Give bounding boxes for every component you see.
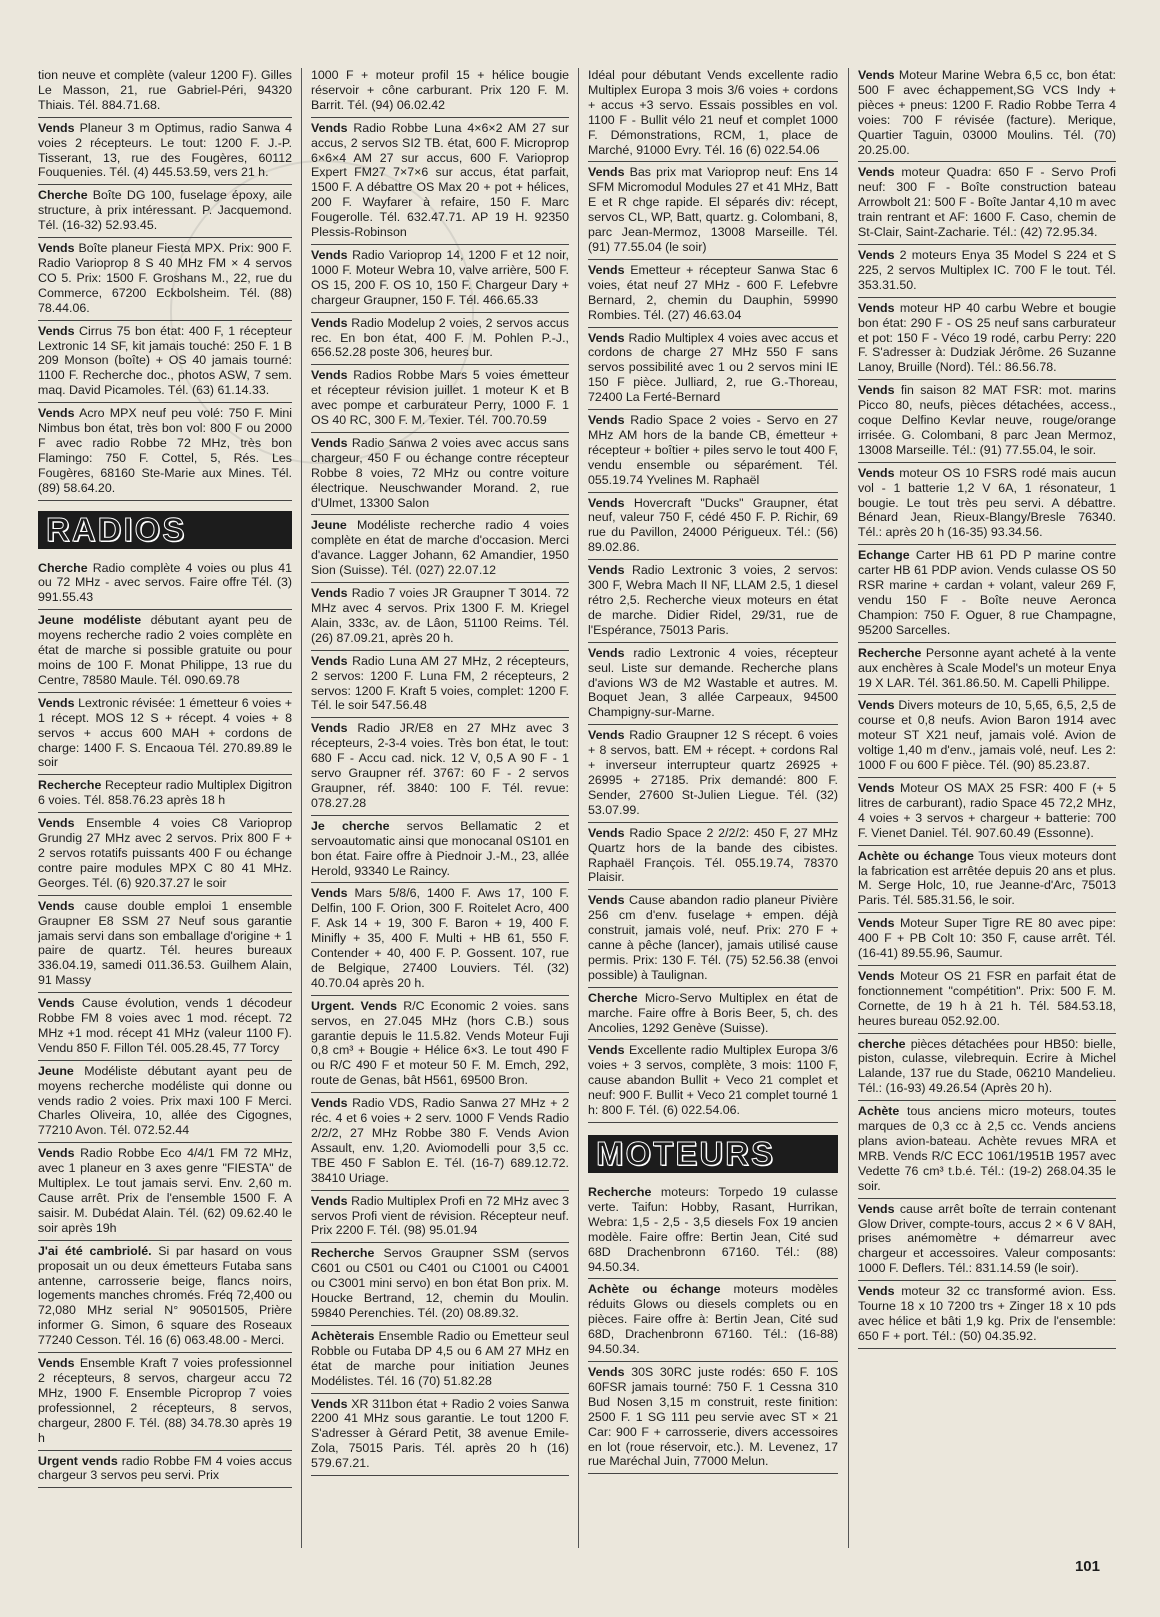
ad-lead-word: Recherche <box>588 1185 652 1199</box>
classified-ad <box>38 778 292 813</box>
classified-ad <box>38 816 292 896</box>
column-rule <box>848 68 849 1548</box>
ad-lead-word: Vends <box>858 968 895 983</box>
ad-text: Radio Varioprop 14, 1200 F et 12 noir, 1000 F. Moteur Webra 10, valve arrière, 500 F. OS 15, 200 F. OS 10, 150 F. Chargeur Dary + chargeur Graupner, 150 F. Tél. 466.65.33 <box>311 247 569 307</box>
classified-ad <box>311 121 569 245</box>
ad-text: Radio Space 2 voies - Servo en 27 MHz AM hors de la bande CB, émetteur + récepteur + boîtier + piles servo le tout 400 F, vendu ensemble ou séparément. Tél. 055.19.74 Yvelines M. Raphaël <box>588 413 838 487</box>
ad-lead-word: Urgent. Vends <box>311 998 398 1013</box>
classified-ad <box>588 893 838 987</box>
ad-text: Modéliste recherche radio 4 voies complète en état de marche d'occasion. Merci d'avance. Lagger Johann, 62 Amandier, 1950 Sion (Suisse). Tél. (027) 22.07.12 <box>311 518 569 578</box>
classified-ad <box>858 548 1116 642</box>
ad-lead-word: Vends <box>588 262 625 277</box>
ad-lead-word: J'ai été cambriolé. <box>38 1243 152 1258</box>
column-rule <box>578 68 579 1548</box>
ad-text: Radio Space 2 2/2/2: 450 F, 27 MHz Quartz hors de la bande des cibistes. Raphaël François. Tél. 055.19.74, 78370 Plaisir. <box>588 825 838 885</box>
ad-text: Tous vieux moteurs dont la fabrication est arrêtée depuis 20 ans et plus. M. Serge Holc, 10, rue Jeanne-d'Arc, 75013 Paris. Tél. 585.31.56, le soir. <box>858 848 1116 908</box>
classified-ad <box>588 1043 838 1123</box>
classified-ad <box>588 728 838 822</box>
ad-lead-word: Vends <box>588 330 625 345</box>
ad-text: Moteur Super Tigre RE 80 avec pipe: 400 F + PB Colt 10: 350 F, cause arrêt. Tél. (16-41) 89.55.96, Saumur. <box>858 916 1116 961</box>
ad-lead-word: Vends <box>858 300 895 315</box>
classified-ad <box>311 1246 569 1326</box>
ads-block-pre <box>38 68 292 501</box>
ad-text: Radio Graupner 12 S récept. 6 voies + 8 servos, batt. EM + récept. + cordons Ral + inverseur interrupteur quartz 26925 + 26995 + 27185. Prix demandé: 800 F. Sender, 27600 St-Julien Liegue. Tél. (32) 53.07.99. <box>588 728 838 817</box>
ad-text: Carter HB 61 PD P marine contre carter HB 61 PDP avion. Vends culasse OS 50 RSR marine + cardan + volant, valeur 269 F, vendu 150 F - Boîte neuve Aeronca Champion: 750 F. Oguer, 8 rue Champagne, 95200 Sarcelles. <box>858 548 1116 637</box>
ad-text: Radio VDS, Radio Sanwa 27 MHz + 2 réc. 4 et 6 voies + 2 serv. 1000 F Vends Radio 2/2/2, 27 MHz Robbe 380 F. Vends Avion Assault, env. 1,20. Aviomodelli pour 3,5 cc. TBE 450 F Sablon E. Tél. (16-7) 689.12.72. 38410 Uriage. <box>311 1096 569 1185</box>
ad-text: Ensemble Kraft 7 voies professionnel 2 récepteurs, 8 servos, chargeur accu 72 MHz, 1900 F. Ensemble Picroprop 7 voies professionnel, 2 récepteurs, 8 servos, chargeur, 2800 F. Tél. (88) 34.78.30 après 19 h <box>38 1356 292 1445</box>
ad-text: moteur OS 10 FSRS rodé mais aucun vol - 1 batterie 1,2 V 6A, 1 résonateur, 1 bougie. Le tout très peu servi. A débattre. Bénard Jean, Rieux-Blangy/Bresle 76340. Tél.: après 20 h (16-35) 93.34.56. <box>858 465 1116 540</box>
ad-lead-word: Vends <box>588 165 625 180</box>
column-rule <box>301 68 302 1548</box>
classified-ad <box>588 331 838 411</box>
ad-lead-word: Jeune <box>38 1063 74 1078</box>
classified-ad <box>38 1454 292 1489</box>
classified-ad <box>38 613 292 693</box>
classified-ad <box>311 316 569 366</box>
ad-lead-word: Je cherche <box>311 818 390 833</box>
classified-ad <box>858 646 1116 696</box>
ads-block-post <box>588 1185 838 1474</box>
ad-text: cause arrêt boîte de terrain contenant Glow Driver, compte-tours, accus 2 × 6 V 8AH, prises anémomètre + démarreur avec chargeur et accessoires. Valeur composants: 1000 F. Deflers. Tél.: 831.14.59 (le soir). <box>858 1201 1116 1276</box>
ad-text: Moteur OS 21 FSR en parfait état de fonctionnement "compétition". Prix: 500 F. M. Cornette, de 19 h à 21 h. Tél. 584.53.18, heures bureau 052.92.00. <box>858 968 1116 1028</box>
ad-text: Idéal pour débutant Vends excellente radio Multiplex Europa 3 mois 3/6 voies + cordons + accus +3 servo. Essais possibles en vol. 1100 F - Bullit vélo 21 neuf et complet 1000 F. Démonstrations, RCM, 1, place de Marché, 91000 Evry. Tél. 16 (6) 022.54.06 <box>588 68 838 157</box>
ad-text: Moteur OS MAX 25 FSR: 400 F (+ 5 litres de carburant), radio Space 45 72,2 MHz, 4 voies + 3 servos + chargeur + batterie: 700 F. Vienet Daniel. Tél. 907.60.49 (Essonne). <box>858 780 1116 840</box>
ad-text: Cause évolution, vends 1 décodeur Robbe FM 8 voies avec 1 mod. récept. 72 MHz +1 mod. récept 41 MHz (valeur 1100 F). Vendu 850 F. Fillon Tél. 005.28.45, 77 Torcy <box>38 996 292 1055</box>
ad-text: Radio 7 voies JR Graupner T 3014. 72 MHz avec 4 servos. Prix 1300 F. M. Kriegel Alain, 333c, av. de Lâon, 51100 Reims. Tél. (26) 87.09.21, après 20 h. <box>311 586 569 645</box>
section-title-radios: RADIOS <box>38 511 292 549</box>
ad-text: Mars 5/8/6, 1400 F. Aws 17, 100 F. Delfin, 100 F. Orion, 300 F. Roitelet Acro, 400 F. Ask 14 + 19, 300 F. Baron + 19, 400 F. Minifly + 35, 400 F. Multi + HB 61, 550 F. Contender + 40, 400 F. P. Gossent. 107, rue de Belgique, 27400 Louviers. Tél. (32) 40.70.04 après 20 h. <box>311 886 569 990</box>
classified-ad <box>588 646 838 726</box>
ad-lead-word: Cherche <box>588 990 638 1005</box>
ad-text: Radio complète 4 voies ou plus 41 ou 72 MHz - avec servos. Faire offre Tél. (3) 991.55.43 <box>38 560 292 605</box>
ads-block-post <box>38 561 292 1489</box>
ad-lead-word: Vends <box>311 886 348 901</box>
ad-text: Recepteur radio Multiplex Digitron 6 voies. Tél. 858.76.23 après 18 h <box>38 778 292 808</box>
ad-text: Si par hasard on vous proposait un ou deux émetteurs Futaba sans antenne, carrosserie beige, flancs noirs, logements manches chromés. Fréq 72,400 ou 72,080 MHz serial N° 90501505, Prière informer G. Simon, 6 square des Roseaux 77240 Cesson. Tél. 16 (6) 063.48.00 - Merci. <box>38 1243 292 1348</box>
ad-text: débutant ayant peu de moyens recherche radio 2 voies complète en état de marche si possible gratuite ou pour moins de 100 F. Monat Philippe, 13 rue du Centre, 78580 Maule. Tél. 090.69.78 <box>38 613 292 687</box>
ad-text: Modéliste débutant ayant peu de moyens recherche modéliste qui donne ou vends radio 2 voies. Prix maxi 100 F Merci. Charles Oliveira, 10, allée des Cigognes, 77210 Avon. Tél. 072.52.44 <box>38 1063 292 1138</box>
ad-text: Micro-Servo Multiplex en état de marche. Faire offre à Boris Beer, 5, ch. des Ancolies, 1292 Genève (Suisse). <box>588 990 838 1035</box>
classified-ad <box>311 1397 569 1477</box>
ad-text: 1000 F + moteur profil 15 + hélice bougie réservoir + cône carburant. Prix 120 F. M. Barrit. Tél. (94) 06.02.42 <box>311 68 569 112</box>
ad-lead-word: Vends <box>588 893 625 908</box>
classified-ad <box>38 324 292 404</box>
classified-ad <box>311 1194 569 1244</box>
classified-ad <box>858 1037 1116 1102</box>
classified-ad <box>588 826 838 891</box>
classified-ad <box>858 1104 1116 1198</box>
classified-ad <box>588 165 838 259</box>
classified-ad <box>311 886 569 995</box>
classified-ad <box>38 696 292 776</box>
classified-ad <box>588 68 838 162</box>
classified-ad <box>858 849 1116 914</box>
classified-ad <box>588 263 838 328</box>
classified-ad <box>588 1282 838 1362</box>
ad-text: Lextronic révisée: 1 émetteur 6 voies + 1 récept. MOS 12 S + récept. 4 voies + 8 servos + accus 600 MAH + cordons de charge: 1400 F. S. Encaoua Tél. 270.89.89 le soir <box>38 695 292 770</box>
ad-lead-word: Vends <box>311 721 348 736</box>
ad-lead-word: Vends <box>858 247 895 262</box>
classified-ad <box>588 1365 838 1474</box>
ad-lead-word: Vends <box>588 563 625 578</box>
page-number: 101 <box>1074 1558 1100 1575</box>
ad-text: Radio Modelup 2 voies, 2 servos accus rec. En bon état, 400 F. M. Pohlen P.-J., 656.52.28 poste 306, heures bur. <box>311 315 569 360</box>
classified-ad <box>588 496 838 561</box>
ad-text: moteur Quadra: 650 F - Servo Profi neuf: 300 F - Boîte construction bateau Arrowbolt 21: 500 F - Boîte Jantar 4,10 m avec train rentrant et AF: 1600 F. Caso, chemin de St-Clair, Saint-Zacharie. Tél.: (42) 72.95.34. <box>858 165 1116 240</box>
ad-lead-word: Vends <box>311 120 348 135</box>
ad-text: 2 moteurs Enya 35 Model S 224 et S 225, 2 servos Multiplex IC. 700 F le tout. Tél. 353.31.50. <box>858 247 1116 292</box>
classified-ad <box>38 406 292 500</box>
ad-text: radio Robbe FM 4 voies accus chargeur 3 servos peu servi. Prix <box>38 1453 292 1483</box>
classified-ad <box>588 991 838 1041</box>
classified-ad <box>858 466 1116 546</box>
ad-text: radio Lextronic 4 voies, récepteur seul. Liste sur demande. Recherche plans d'avions W3 de M2 Wastable et autres. M. Boquet Jean, 3 allée Carpeaux, 94500 Champigny-sur-Marne. <box>588 645 838 720</box>
ad-text: moteur 32 cc transformé avion. Ess. Tourne 18 x 10 7200 trs + Zinger 18 x 10 pds avec hélice et bâti 1,9 kg. Prix de l'ensemble: 650 F + port. Tél.: (50) 04.35.92. <box>858 1284 1116 1343</box>
classified-ad <box>858 916 1116 966</box>
classified-ad <box>38 1356 292 1450</box>
classified-ad <box>38 188 292 238</box>
ad-text: Radio Robbe Eco 4/4/1 FM 72 MHz, avec 1 planeur en 3 axes genre "FIESTA" de Multiplex. Le tout jamais servi. Env. 2,60 m. Cause arrêt. Prix de l'ensemble 1500 F. A saisir. M. Dubédat Alain. Tél. (62) 09.62.40 le soir après 19h <box>38 1146 292 1235</box>
ad-text: 30S 30RC juste rodés: 650 F. 10S 60FSR jamais tourné: 750 F. 1 Cessna 310 Bud Nosen 3,15 m construit, reste finition: 2500 F. 1 SG 111 peu servie avec ST × 21 Car: 900 F + carrosserie, divers accessoires en lot (roue réservoir, etc.). M. Levenez, 17 rue Maréchal Juin, 77000 Melun. <box>588 1364 838 1469</box>
ad-lead-word: Vends <box>38 323 75 338</box>
ad-text: Radio Robbe Luna 4×6×2 AM 27 sur accus, 2 servos SI2 TB. état, 600 F. Microprop 6×6×4 AM 27 sur accus, 600 F. Varioprop Expert FM27 7×7×6 sur accus, état parfait, 1500 F. A débattre OS Max 20 + pot + hélices, 200 F. Wayfarer à refaire, 150 F. Marc Fougerolle. Tél. 632.47.71. AP 19 H. 92350 Plessis-Robinson <box>311 120 569 240</box>
ad-text: Ensemble 4 voies C8 Varioprop Grundig 27 MHz avec 2 servos. Prix 800 F + 2 servos rotatifs puissants 400 F ou échange contre paire modules MPX C 80 41 MHz. Georges. Tél. (6) 920.37.27 le soir <box>38 816 292 890</box>
classified-ad <box>311 68 569 118</box>
classified-ad <box>311 1329 569 1394</box>
ad-text: moteur HP 40 carbu Webre et bougie bon état: 290 F - OS 25 neuf sans carburateur et pot: 150 F - Véco 19 rodé, carbu Perry: 220 F. S'adresser à: Dudziak Jérôme. 26 Suzanne Lanoy, Bruille (Nord). Tél.: 86.56.78. <box>858 300 1116 375</box>
ad-text: Divers moteurs de 10, 5,65, 6,5, 2,5 de course et 0,8 neufs. Avion Baron 1914 avec moteur ST X21 neuf, jamais volé. Avion de voltige 1,40 m d'env., jamais volé, neuf. Les 2: 1000 F ou 600 F pièce. Tél. (90) 85.23.87. <box>858 698 1116 773</box>
ad-text: servos Bellamatic 2 et servoautomatic ainsi que monocanal 0S101 en bon état. Faire offre à Piednoir J.-M., 23, allée Herold, 93340 Le Raincy. <box>311 818 569 878</box>
ad-text: moteurs: Torpedo 19 culasse verte. Taifun: Hobby, Rasant, Hurrikan, Webra: 1,5 - 2,5 - 3,5 diesels Fox 19 ancien modèle. Faire offre: Bertin Jean, Cité sud 68D Drachenbronn 67160. Tél.: (88) 94.50.34. <box>588 1185 838 1274</box>
ad-lead-word: Vends <box>858 1284 895 1299</box>
ad-text: Acro MPX neuf peu volé: 750 F. Mini Nimbus bon état, très bon vol: 800 F ou 2000 F avec radio Robbe 72 MHz, très bon Flamingo: 750 F. Cottel, 5, Rés. Les Fougères, 68160 Ste-Marie aux Mines. Tél. (89) 58.64.20. <box>38 406 292 495</box>
ad-lead-word: Vends <box>38 695 75 710</box>
ad-text: Boîte DG 100, fuselage époxy, aile structure, à prix intéressant. P. Jacquemond. Tél. (16-32) 52.93.45. <box>38 188 292 233</box>
classified-ad <box>858 781 1116 846</box>
ad-lead-word: Achète ou échange <box>858 848 974 863</box>
ad-lead-word: Vends <box>38 898 75 913</box>
ad-lead-word: Vends <box>311 1096 348 1111</box>
ad-lead-word: Vends <box>311 435 348 450</box>
ad-lead-word: Achèterais <box>311 1328 375 1343</box>
ad-lead-word: Achète <box>858 1104 900 1119</box>
classified-ad <box>858 248 1116 298</box>
ad-text: Servos Graupner SSM (servos C601 ou C501 ou C401 ou C1001 ou C4001 ou C3001 mini servo) en bon état Bon prix. M. Houcke Bertrand, 12, chemin du Moulin. 59840 Perenchies. Tél. (20) 08.89.32. <box>311 1246 569 1320</box>
ad-text: Cirrus 75 bon état: 400 F, 1 récepteur Lextronic 14 SF, kit jamais touché: 250 F. 1 B 209 Monson (boîte) + OS 40 jamais tourné: 1100 F. Recherche doc., photos ASW, 7 sem. maq. David Picamoles. Tél. (63) 61.14.33. <box>38 323 292 398</box>
ad-lead-word: Vends <box>38 1146 75 1161</box>
classified-ad <box>858 383 1116 463</box>
classified-ad <box>38 899 292 993</box>
ad-text: Radio JR/E8 en 27 MHz avec 3 récepteurs, 2-3-4 voies. Très bon état, le tout: 680 F - Accu cad. nick. 12 V, 0,5 A 90 F - 1 servo Graupner réf. 3767: 60 F - 2 servos Graupner, réf. 3840: 100 F. Tél. revue: 078.27.28 <box>311 721 569 810</box>
classified-ad <box>38 121 292 186</box>
ad-text: Radio Multiplex Profi en 72 MHz avec 3 servos Profi vient de révision. Récepteur neuf. Prix 2200 F. Tél. (98) 95.01.94 <box>311 1193 569 1238</box>
ad-text: Radio Luna AM 27 MHz, 2 récepteurs, 2 servos: 1200 F. Luna FM, 2 récepteurs, 2 servos: 1200 F. Kraft 5 voies, complet: 1200 F. Tél. le soir 547.56.48 <box>311 653 569 713</box>
classified-ad <box>38 241 292 321</box>
ad-lead-word: Vends <box>858 165 895 180</box>
section-title-moteurs: MOTEURS <box>588 1135 838 1173</box>
classified-ad <box>311 999 569 1093</box>
ad-text: Planeur 3 m Optimus, radio Sanwa 4 voies 2 récepteurs. Le tout: 1200 F. J.-P. Tisserant, 13, rue des Fougères, 60112 Fouquenies. Tél. (4) 445.53.59, vers 21 h. <box>38 120 292 180</box>
ad-lead-word: Vends <box>858 383 895 398</box>
ad-lead-word: cherche <box>858 1036 906 1051</box>
ad-lead-word: Recherche <box>858 645 922 660</box>
ad-lead-word: Vends <box>311 1193 348 1208</box>
ad-lead-word: Vends <box>858 465 895 480</box>
ad-lead-word: Vends <box>588 645 625 660</box>
classified-ad <box>858 698 1116 778</box>
classified-ad <box>858 301 1116 381</box>
classified-ad <box>38 996 292 1061</box>
classified-ad <box>858 68 1116 162</box>
classified-ad <box>311 368 569 433</box>
ad-text: cause double emploi 1 ensemble Graupner E8 SSM 27 Neuf sous garantie jamais servi dans son emballage d'origine + 1 paire de quartz. Tél. heures bureaux 336.04.19, samedi 011.36.53. Guilhem Alain, 91 Massy <box>38 898 292 988</box>
classified-ad <box>311 721 569 815</box>
ad-text: tous anciens micro moteurs, toutes marques de 0,3 cc à 2,5 cc. Vends anciens plans avion-bateau. Achète revues MRA et MRB. Vends R/C ECC 1061/1951B 1957 avec Vedette 76 cm³ t.b.é. Tél.: (19-2) 268.04.35 le soir. <box>858 1104 1116 1193</box>
ad-lead-word: Vends <box>588 413 625 428</box>
classified-ad <box>38 1064 292 1144</box>
classified-ad <box>858 165 1116 245</box>
ad-text: Cause abandon radio planeur Pivière 256 cm d'env. fuselage + empen. déjà construit, jamais volé, neuf. Prix: 270 F + canne à pêche (lancer), jamais utilisé cause permis. Prix: 130 F. Tél. (75) 52.56.38 (envoi possible) à Taulignan. <box>588 893 838 982</box>
ad-lead-word: Vends <box>311 653 348 668</box>
ad-text: Personne ayant acheté à la vente aux enchères à Scale Model's un moteur Enya 19 X LAR. Tél. 361.86.50. M. Capelli Philippe. <box>858 645 1116 690</box>
ad-lead-word: Vends <box>38 120 75 135</box>
ad-lead-word: Recherche <box>311 1246 375 1261</box>
ad-text: pièces détachées pour HB50: bielle, piston, culasse, vilebrequin. Ecrire à Michel Lalande, 137 rue du Stade, 06210 Mandelieu. Tél.: (16-93) 49.26.54 (Après 20 h). <box>858 1036 1116 1096</box>
classified-ad <box>311 1096 569 1190</box>
ad-text: Emetteur + récepteur Sanwa Stac 6 voies, état neuf 27 MHz - 600 F. Lefebvre Bernard, 2, chemin du Dauphin, 59990 Rombies. Tél. (27) 46.63.04 <box>588 262 838 322</box>
ad-lead-word: Vends <box>588 825 625 840</box>
ad-text: Ensemble Radio ou Emetteur seul Robble ou Futaba DP 4,5 ou 6 AM 27 MHz en état de marche pour initiation Jeunes Modélistes. Tél. 16 (70) 51.82.28 <box>311 1328 569 1388</box>
classified-ad <box>588 413 838 493</box>
ad-lead-word: Vends <box>38 996 75 1011</box>
ad-text: moteurs modèles réduits Glows ou diesels complets ou en pièces. Faire offre à: Bertin Jean, Cité sud 68D, Drachenbronn 67160. Tél.: (16-88) 94.50.34. <box>588 1282 838 1357</box>
ad-text: Radio Sanwa 2 voies avec accus sans chargeur, 450 F ou échange contre récepteur Robbe 8 voies, 72 MHz ou contre voiture électrique. Neuschwander Morand. 2, rue d'Ulmet, 13300 Salon <box>311 435 569 510</box>
classified-ad <box>38 561 292 611</box>
column-1 <box>38 68 292 1548</box>
classified-ad <box>38 1146 292 1240</box>
ad-lead-word: Cherche <box>38 188 88 203</box>
ad-lead-word: Vends <box>38 1356 75 1371</box>
ad-lead-word: Recherche <box>38 778 102 793</box>
ad-lead-word: Jeune modéliste <box>38 613 142 628</box>
ad-text: fin saison 82 MAT FSR: mot. marins Picco 80, neufs, pièces détachées, access., coque Delfino Kevlar neuve, rouge/orange irrisée. G. Colombani, 8 parc Jean Mermoz, 13008 Marseille. Tél.: (91) 77.55.04, le soir. <box>858 383 1116 457</box>
classified-ad <box>311 586 569 651</box>
ads-block-pre <box>588 68 838 1123</box>
ad-text: Radio Lextronic 3 voies, 2 servos: 300 F, Webra Mach II NF, LLAM 2.5, 1 diesel rétro 2,5. Recherche vieux moteurs en état de marche. Didier Ridel, 29/31, rue de l'Espérance, 75013 Paris. <box>588 563 838 637</box>
column-3 <box>588 68 838 1548</box>
ad-text: Hovercraft "Ducks" Graupner, état neuf, valeur 750 F, cédé 450 F. P. Richir, 69 rue du Pavillon, 24000 Périgueux. Tél.: (56) 89.02.86. <box>588 495 838 555</box>
ad-lead-word: Vends <box>38 241 75 256</box>
ad-lead-word: Vends <box>858 68 895 82</box>
ad-lead-word: Vends <box>311 586 348 601</box>
ad-lead-word: Vends <box>38 406 75 421</box>
ad-lead-word: Urgent vends <box>38 1453 118 1468</box>
ad-lead-word: Vends <box>311 315 348 330</box>
ad-lead-word: Achète ou échange <box>588 1282 721 1297</box>
classified-ad <box>311 518 569 583</box>
ad-lead-word: Vends <box>588 495 625 510</box>
ad-lead-word: Echange <box>858 548 910 563</box>
ad-text: Radios Robbe Mars 5 voies émetteur et récepteur révision juillet. 1 moteur K et B avec pompe et carburateur Perry, 1000 F. 1 OS 40 RC, 300 F. M. Texier. Tél. 700.70.59 <box>311 368 569 428</box>
ad-text: R/C Economic 2 voies. sans servos, en 27.045 MHz (hors C.B.) sous garantie depuis le 11.5.82. Vends Moteur Fuji 0,8 cm³ + Bougie + Hélice 6×3. Le tout 490 F ou R/C 490 F et moteur 50 F. M. Emch, 292, route de Genas, bât H561, 69500 Bron. <box>311 998 569 1088</box>
ad-text: Excellente radio Multiplex Europa 3/6 voies + 3 servos, complète, 3 mois: 1100 F, cause abandon Bullit + Veco 21 complet et neuf: 900 F. Bullit + Veco 21 complet tourné 1 h: 800 F. Tél. (6) 022.54.06. <box>588 1043 838 1118</box>
classified-ad <box>858 969 1116 1034</box>
ad-text: Radio Multiplex 4 voies avec accus et cordons de charge 27 MHz 550 F sans servos possibilité avec 1 ou 2 servos mini IE 150 F pièce. Julliard, 2, rue G.-Thoreau, 72400 La Ferté-Bernard <box>588 330 838 405</box>
ad-lead-word: Vends <box>311 1396 348 1411</box>
classified-ad <box>311 248 569 313</box>
column-4 <box>858 68 1116 1548</box>
classified-ad <box>311 436 569 516</box>
ad-lead-word: Vends <box>588 1043 625 1058</box>
classified-ad <box>38 68 292 118</box>
ad-lead-word: Jeune <box>311 518 347 533</box>
ad-text: tion neuve et complète (valeur 1200 F). Gilles Le Masson, 21, rue Gabriel-Péri, 94320 Thiais. Tél. 884.71.68. <box>38 68 292 112</box>
ads-block <box>858 68 1116 1349</box>
classified-ad <box>588 563 838 643</box>
ad-lead-word: Vends <box>858 916 895 931</box>
ad-lead-word: Cherche <box>38 560 88 575</box>
classified-ad <box>588 1185 838 1279</box>
ad-lead-word: Vends <box>311 247 348 262</box>
ad-lead-word: Vends <box>311 368 348 383</box>
ad-lead-word: Vends <box>858 780 895 795</box>
ad-text: XR 311bon état + Radio 2 voies Sanwa 2200 41 MHz sous garantie. Le tout 1200 F. S'adresser à Gérard Petit, 38 avenue Emile-Zola, 75015 Paris. Tél. après 20 h (16) 579.67.21. <box>311 1396 569 1471</box>
ad-lead-word: Vends <box>588 1364 625 1379</box>
ad-text: Moteur Marine Webra 6,5 cc, bon état: 500 F avec échappement,SG VCS Indy + pièces + pneus: 1200 F. Radio Robbe Terra 4 voies: 700 F révisée (facture). Merique, Quartier Taguin, 03000 Moulins. Tél. (70) 20.25.00. <box>858 68 1116 157</box>
ad-lead-word: Vends <box>858 1201 895 1216</box>
ad-lead-word: Vends <box>858 698 895 713</box>
column-2 <box>311 68 569 1548</box>
classified-ad <box>858 1284 1116 1349</box>
ad-lead-word: Vends <box>588 728 625 743</box>
classified-ad <box>311 819 569 884</box>
ad-text: Boîte planeur Fiesta MPX. Prix: 900 F. Radio Varioprop 8 S 40 MHz FM × 4 servos CO 5. Prix: 1500 F. Groshans M., 22, rue du Commerce, 67200 Eckbolsheim. Tél. (88) 78.44.06. <box>38 241 292 315</box>
ads-block <box>311 68 569 1476</box>
ad-text: Bas prix mat Varioprop neuf: Ens 14 SFM Micromodul Modules 27 et 41 MHz, Batt E et R chge rapide. El séparés div: récept, servos CL, WP, Batt, quartz. g. Colombani, 8, parc Jean-Mermoz, 13008 Marseille. Tél. (91) 77.55.04 (le soir) <box>588 165 838 254</box>
ad-lead-word: Vends <box>38 816 75 831</box>
classified-ad <box>38 1244 292 1353</box>
classified-ad <box>858 1202 1116 1282</box>
classified-ad <box>311 654 569 719</box>
